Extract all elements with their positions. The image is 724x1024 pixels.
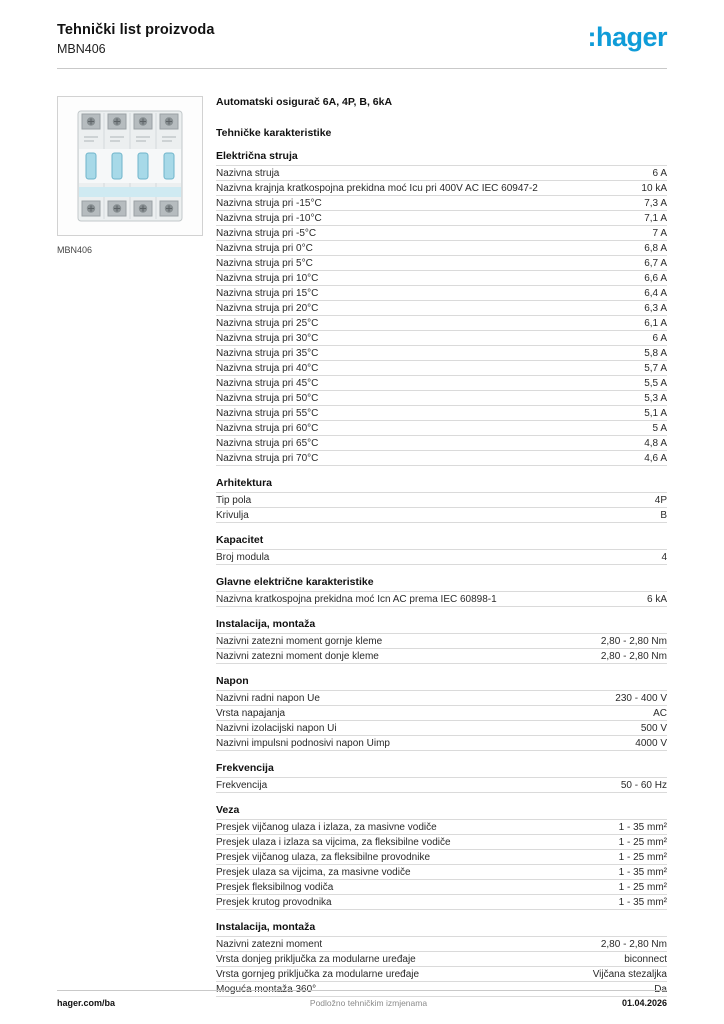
product-image [68,105,192,227]
spec-value: 2,80 - 2,80 Nm [600,939,667,950]
spec-row [216,180,667,195]
spec-label: Nazivna struja pri 65°C [216,438,319,449]
spec-row [216,966,667,981]
spec-row [216,735,667,750]
product-image-box [57,96,203,236]
spec-value: 5,5 A [644,378,667,389]
spec-label: Nazivna struja pri 70°C [216,453,319,464]
spec-label: Presjek vijčanog ulaza i izlaza, za masivne vodiče [216,822,437,833]
spec-label: Nazivna struja pri -15°C [216,198,322,209]
footer-note: Podložno tehničkim izmjenama [309,998,428,1008]
spec-row [216,165,667,180]
spec-label: Moguća montaža 360° [216,984,317,995]
spec-row [216,864,667,879]
spec-label: Frekvencija [216,780,268,791]
spec-value: B [660,510,667,521]
spec-label: Nazivna struja pri 25°C [216,318,319,329]
product-heading: Automatski osigurač 6A, 4P, B, 6kA [216,96,393,108]
spec-label: Presjek fleksibilnog vodiča [216,882,334,893]
spec-value: 4 [661,552,667,563]
section-title: Frekvencija [216,762,274,774]
spec-label: Nazivna struja pri 5°C [216,258,313,269]
spec-label: Tip pola [216,495,252,506]
spec-value: 5 A [652,423,667,434]
spec-value: 5,3 A [644,393,667,404]
spec-label: Vrsta napajanja [216,708,286,719]
spec-label: Nazivna kratkospojna prekidna moć Icn AC prema IEC 60898-1 [216,594,497,605]
spec-label: Nazivna struja pri 0°C [216,243,313,254]
spec-section [216,762,667,793]
spec-value: Vijčana stezaljka [592,969,667,980]
section-rows [216,690,667,751]
spec-row [216,225,667,240]
spec-value: 1 - 25 mm² [618,882,667,893]
section-title: Glavne električne karakteristike [216,576,374,588]
spec-row [216,936,667,951]
section-rows [216,492,667,523]
spec-row [216,360,667,375]
spec-row [216,849,667,864]
spec-label: Vrsta donjeg priključka za modularne uređaje [216,954,416,965]
spec-row [216,507,667,522]
spec-label: Nazivna struja pri 30°C [216,333,319,344]
spec-value: 6,6 A [644,273,667,284]
spec-label: Nazivna struja pri 15°C [216,288,319,299]
spec-row [216,720,667,735]
spec-label: Nazivna struja pri 35°C [216,348,319,359]
spec-row [216,450,667,465]
spec-row [216,492,667,507]
spec-row [216,633,667,648]
section-title: Električna struja [216,150,298,162]
hager-logo: :hager [587,22,667,52]
spec-row [216,195,667,210]
spec-row [216,420,667,435]
section-rows [216,777,667,793]
spec-value: 1 - 35 mm² [618,867,667,878]
spec-label: Nazivna struja [216,168,280,179]
spec-value: 1 - 35 mm² [618,822,667,833]
spec-value: 5,7 A [644,363,667,374]
footer-site-link: hager.com/ba [57,998,116,1008]
spec-value: 4,8 A [644,438,667,449]
footer [57,990,667,1008]
spec-label: Nazivni zatezni moment [216,939,323,950]
spec-row [216,210,667,225]
spec-value: biconnect [624,954,667,965]
spec-value: 230 - 400 V [615,693,667,704]
spec-row [216,690,667,705]
spec-value: 4000 V [635,738,667,749]
section-rows [216,549,667,565]
spec-row [216,255,667,270]
spec-section [216,477,667,523]
section-title: Veza [216,804,240,816]
spec-row [216,270,667,285]
section-title: Instalacija, montaža [216,618,316,630]
header-titles [57,22,215,56]
spec-label: Nazivna struja pri 50°C [216,393,319,404]
spec-row [216,591,667,606]
spec-value: 4,6 A [644,453,667,464]
spec-value: 7,1 A [644,213,667,224]
spec-label: Nazivni izolacijski napon Ui [216,723,337,734]
spec-row [216,435,667,450]
spec-row [216,705,667,720]
spec-label: Nazivni zatezni moment gornje kleme [216,636,383,647]
product-image-column [57,96,203,997]
spec-value: 4P [654,495,667,506]
spec-label: Presjek vijčanog ulaza, za fleksibilne provodnike [216,852,431,863]
product-code: MBN406 [57,42,106,56]
spec-row [216,834,667,849]
spec-value: Da [654,984,667,995]
section-rows [216,591,667,607]
section-title: Kapacitet [216,534,264,546]
spec-value: 5,1 A [644,408,667,419]
spec-label: Presjek ulaza sa vijcima, za masivne vodiče [216,867,411,878]
spec-row [216,951,667,966]
spec-label: Presjek krutog provodnika [216,897,332,908]
spec-column [216,96,667,997]
spec-label: Nazivna struja pri 20°C [216,303,319,314]
spec-row [216,240,667,255]
section-title: Napon [216,675,249,687]
spec-value: 6 A [652,168,667,179]
spec-value: 6,8 A [644,243,667,254]
spec-value: 6,7 A [644,258,667,269]
spec-value: 2,80 - 2,80 Nm [600,636,667,647]
spec-label: Krivulja [216,510,249,521]
header [57,22,667,69]
spec-label: Nazivna struja pri 10°C [216,273,319,284]
spec-label: Vrsta gornjeg priključka za modularne uređaje [216,969,420,980]
spec-section [216,534,667,565]
spec-sections [216,150,667,997]
spec-section [216,675,667,751]
spec-row [216,819,667,834]
spec-row [216,285,667,300]
main-content [57,96,667,997]
section-rows [216,936,667,997]
spec-value: 50 - 60 Hz [620,780,667,791]
spec-row [216,879,667,894]
spec-row [216,300,667,315]
spec-label: Nazivni impulsni podnosivi napon Uimp [216,738,390,749]
spec-label: Nazivna krajnja kratkospojna prekidna moć Icu pri 400V AC IEC 60947-2 [216,183,538,194]
spec-value: 7,3 A [644,198,667,209]
page-title: Tehnički list proizvoda [57,22,215,38]
spec-value: 6 A [652,333,667,344]
spec-label: Broj modula [216,552,270,563]
spec-value: 1 - 25 mm² [618,837,667,848]
spec-row [216,777,667,792]
spec-value: 2,80 - 2,80 Nm [600,651,667,662]
spec-value: 6,1 A [644,318,667,329]
spec-label: Nazivna struja pri 60°C [216,423,319,434]
spec-row [216,345,667,360]
section-title: Arhitektura [216,477,273,489]
spec-label: Nazivna struja pri -10°C [216,213,322,224]
section-rows [216,633,667,664]
spec-row [216,405,667,420]
spec-value: 7 A [652,228,667,239]
product-image-caption: MBN406 [57,245,93,255]
spec-value: 5,8 A [644,348,667,359]
spec-value: 1 - 25 mm² [618,852,667,863]
spec-value: 6,3 A [644,303,667,314]
spec-value: 10 kA [641,183,667,194]
spec-value: 6,4 A [644,288,667,299]
section-rows [216,819,667,910]
spec-value: 6 kA [646,594,667,605]
spec-label: Nazivna struja pri 55°C [216,408,319,419]
spec-section [216,804,667,910]
spec-value: 1 - 35 mm² [618,897,667,908]
spec-section [216,150,667,466]
spec-value: AC [653,708,667,719]
spec-label: Nazivna struja pri 45°C [216,378,319,389]
footer-date: 01.04.2026 [621,998,667,1008]
section-rows [216,165,667,466]
section-title: Instalacija, montaža [216,921,316,933]
spec-label: Nazivni zatezni moment donje kleme [216,651,379,662]
spec-label: Presjek ulaza i izlaza sa vijcima, za fleksibilne vodiče [216,837,451,848]
spec-row [216,375,667,390]
spec-row [216,894,667,909]
spec-value: 500 V [640,723,667,734]
spec-section [216,576,667,607]
spec-label: Nazivna struja pri 40°C [216,363,319,374]
spec-row [216,315,667,330]
spec-row [216,390,667,405]
spec-row [216,648,667,663]
spec-section [216,618,667,664]
spec-section [216,921,667,997]
spec-label: Nazivna struja pri -5°C [216,228,317,239]
spec-row [216,549,667,564]
characteristics-title: Tehničke karakteristike [216,127,332,139]
spec-label: Nazivni radni napon Ue [216,693,320,704]
spec-row [216,330,667,345]
